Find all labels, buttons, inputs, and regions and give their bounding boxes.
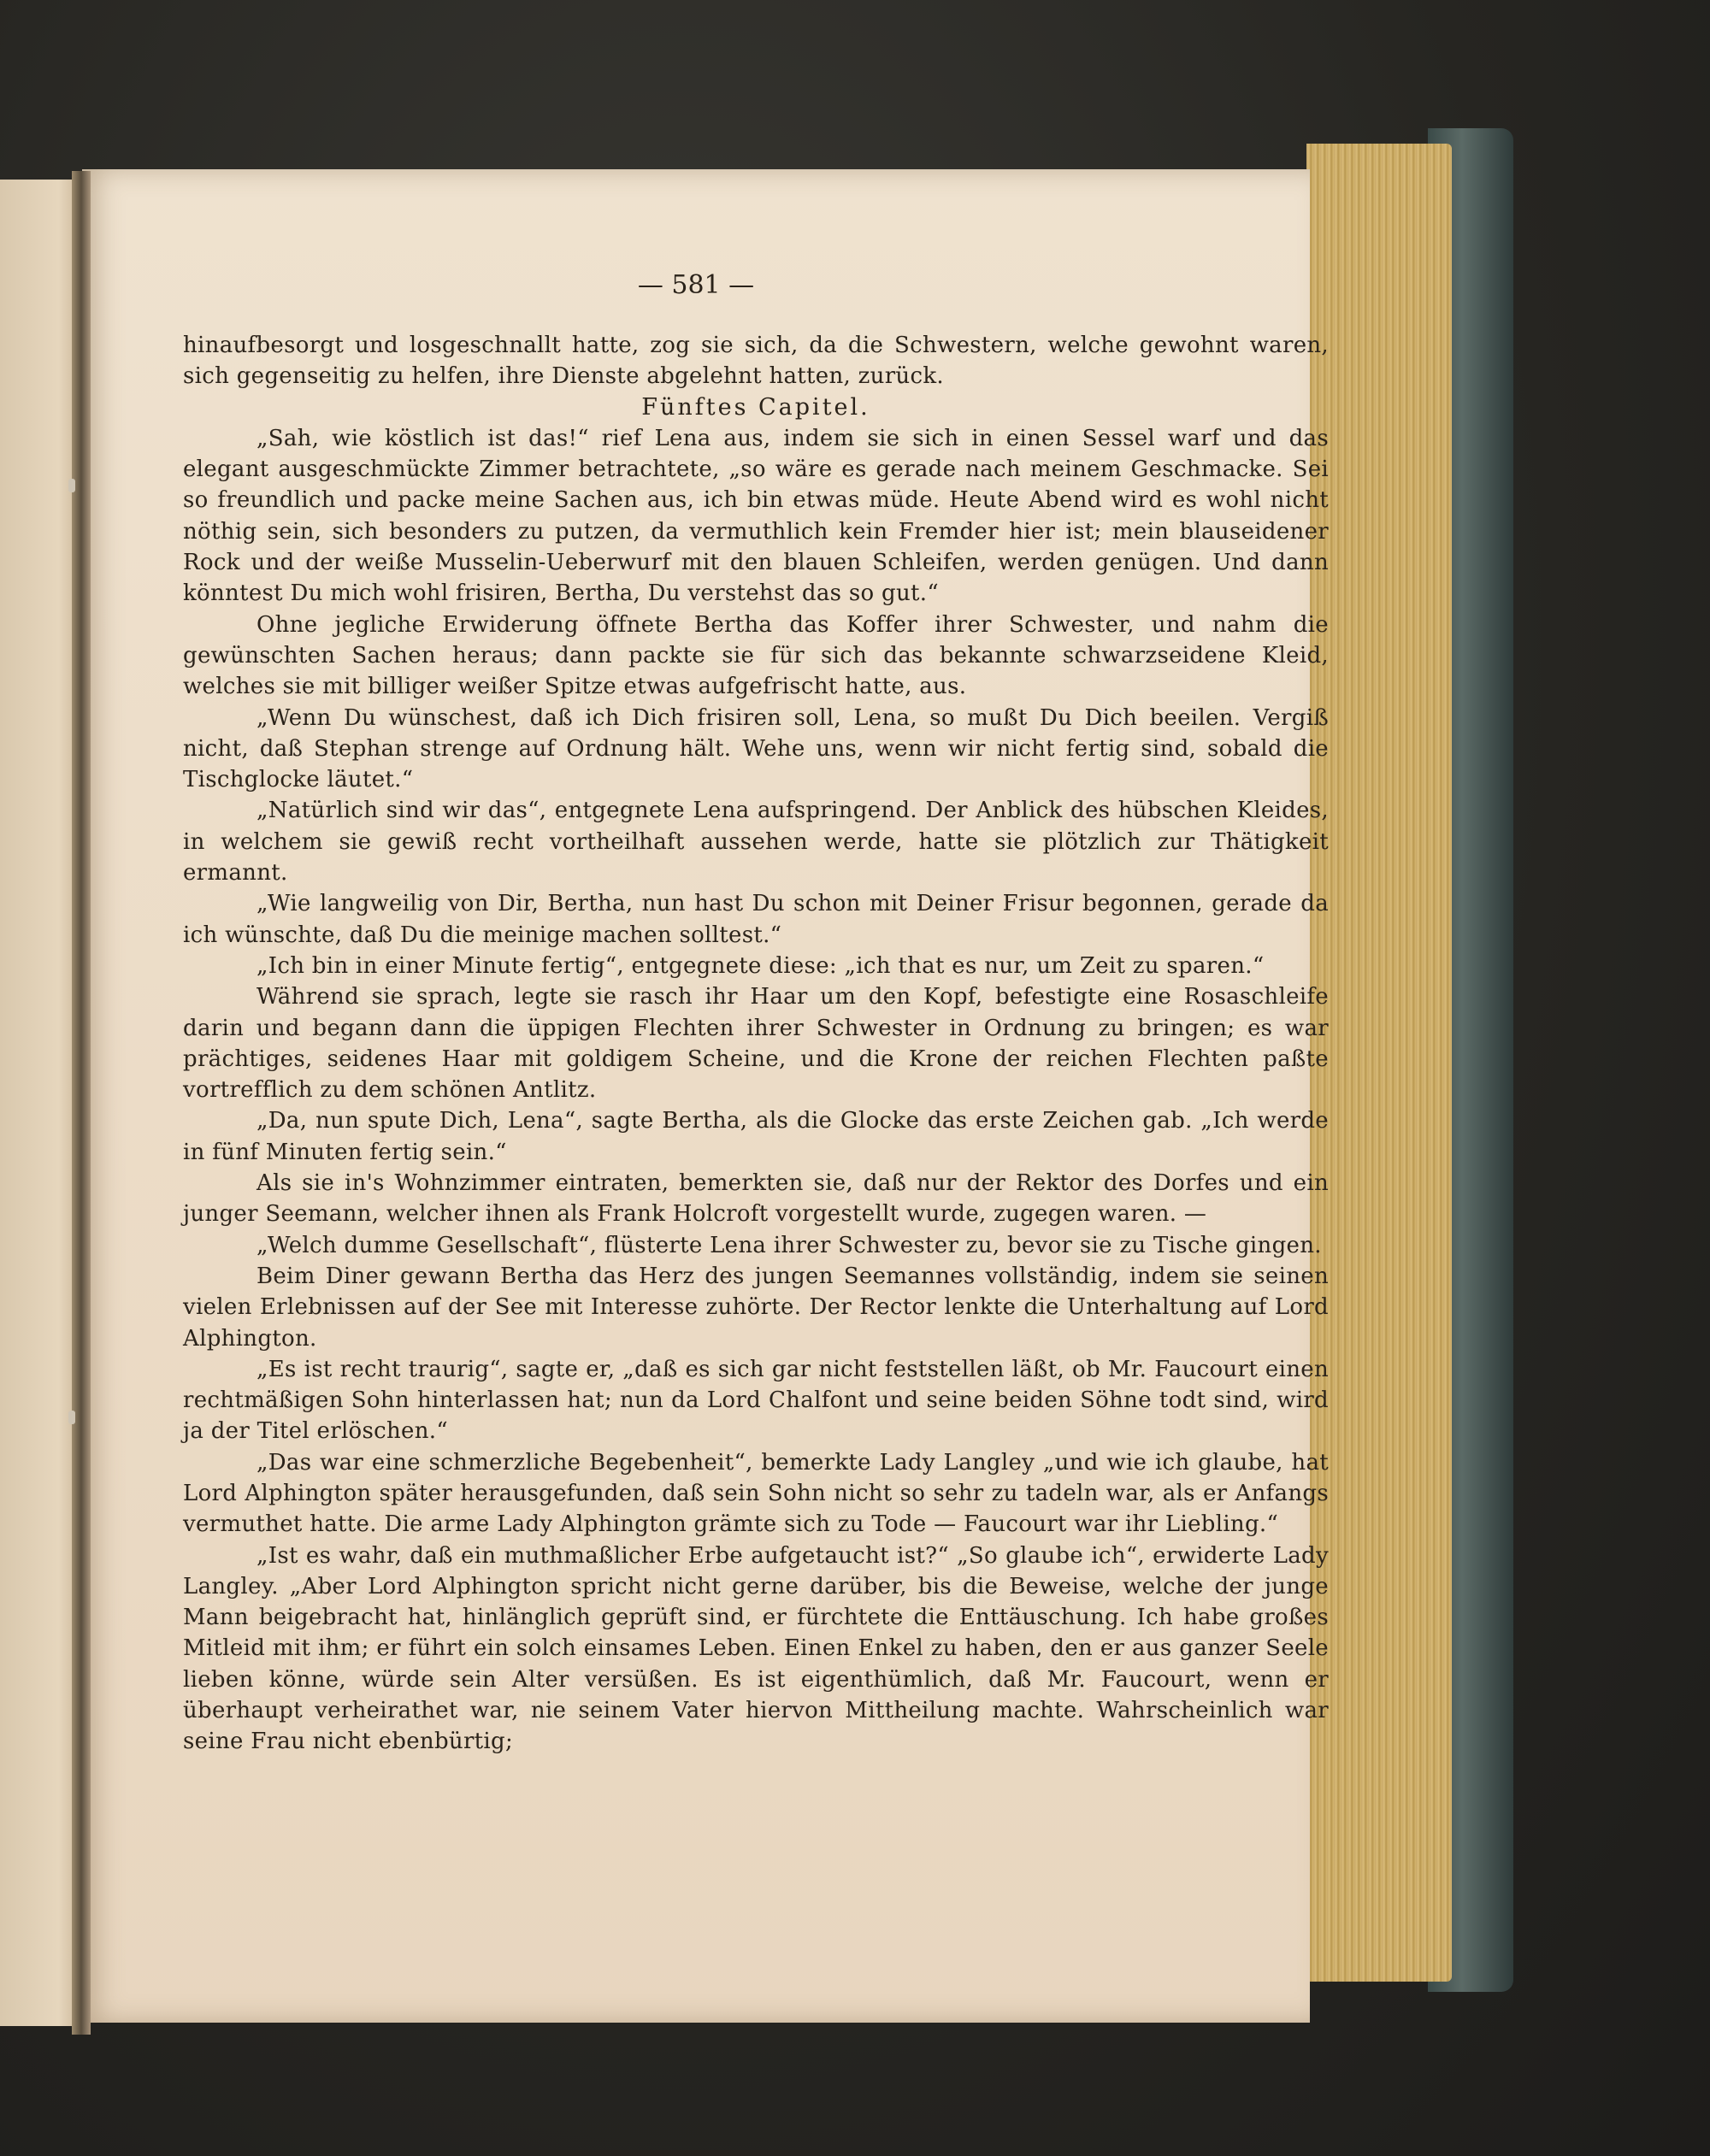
paragraph: Beim Diner gewann Bertha das Herz des jungen Seemannes vollständig, indem sie seinen vielen Erlebnissen auf der See mit Interesse zuhörte. Der Rector lenkte die Unterhaltung auf Lord Alphington. xyxy=(183,1263,1329,1352)
binding-stitch xyxy=(68,479,75,492)
book-gutter xyxy=(72,171,91,2035)
paragraph: „Ist es wahr, daß ein muthmaßlicher Erbe aufgetaucht ist?“ „So glaube ich“, erwiderte Lady Langley. „Aber Lord Alphington spricht nicht gerne darüber, bis die Beweise, welche der junge Mann beigebracht hat, hinlänglich geprüft sind, er fürchtete die Enttäuschung. Ich habe großes Mitleid mit ihm; er führt ein solch einsames Leben. Einen Enkel zu haben, den er aus ganzer Seele lieben könne, würde sein Alter versüßen. Es ist eigenthümlich, daß Mr. Faucourt, wenn er überhaupt verheirathet war, nie seinem Vater hiervon Mittheilung machte. Wahrscheinlich war seine Frau nicht ebenbürtig; xyxy=(183,1542,1329,1755)
paragraph: „Das war eine schmerzliche Begebenheit“, bemerkte Lady Langley „und wie ich glaube, hat Lord Alphington später herausgefunden, daß sein Sohn nicht so sehr zu tadeln war, als er Anfangs vermuthet hatte. Die arme Lady Alphington grämte sich zu Tode — Faucourt war ihr Liebling.“ xyxy=(183,1449,1329,1538)
paragraph: „Da, nun spute Dich, Lena“, sagte Bertha, als die Glocke das erste Zeichen gab. „Ich werde in fünf Minuten fertig sein.“ xyxy=(183,1108,1329,1165)
paragraph: „Welch dumme Gesellschaft“, flüsterte Lena ihrer Schwester zu, bevor sie zu Tische gingen. xyxy=(256,1232,1322,1258)
text-block xyxy=(183,330,1329,1758)
paragraph: „Natürlich sind wir das“, entgegnete Lena aufspringend. Der Anblick des hübschen Kleides, in welchem sie gewiß recht vortheilhaft aussehen werde, hatte sie plötzlich zur Thätigkeit ermannt. xyxy=(183,798,1329,887)
paragraph: Ohne jegliche Erwiderung öffnete Bertha das Koffer ihrer Schwester, und nahm die gewünschten Sachen heraus; dann packte sie für sich das bekannte schwarzseidene Kleid, welches sie mit billiger weißer Spitze etwas aufgefrischt hatte, aus. xyxy=(183,611,1329,700)
book-page xyxy=(82,169,1329,2023)
paragraph: „Ich bin in einer Minute fertig“, entgegnete diese: „ich that es nur, um Zeit zu sparen.“ xyxy=(256,952,1265,979)
binding-stitch xyxy=(68,1411,75,1424)
page-number: — 581 — xyxy=(637,270,755,300)
paragraph: „Es ist recht traurig“, sagte er, „daß es sich gar nicht feststellen läßt, ob Mr. Faucourt einen rechtmäßigen Sohn hinterlassen hat; nun da Lord Chalfont und seine beiden Söhne todt sind, wird ja der Titel erlöschen.“ xyxy=(183,1356,1329,1445)
paragraph: „Wie langweilig von Dir, Bertha, nun hast Du schon mit Deiner Frisur begonnen, gerade da ich wünschte, daß Du die meinige machen solltest.“ xyxy=(183,891,1329,948)
opening-paragraph: hinaufbesorgt und losgeschnallt hatte, zog sie sich, da die Schwestern, welche gewohnt waren, sich gegenseitig zu helfen, ihre Dienste abgelehnt hatten, zurück. xyxy=(183,333,1329,390)
paragraph: „Sah, wie köstlich ist das!“ rief Lena aus, indem sie sich in einen Sessel warf und das elegant ausgeschmückte Zimmer betrachtete, „so wäre es gerade nach meinem Geschmacke. Sei so freundlich und packe meine Sachen aus, ich bin etwas müde. Heute Abend wird es wohl nicht nöthig sein, sich besonders zu putzen, da vermuthlich kein Fremder hier ist; mein blauseidener Rock und der weiße Musselin-Ueberwurf mit den blauen Schleifen, werden genügen. Und dann könntest Du mich wohl frisiren, Bertha, Du verstehst das so gut.“ xyxy=(183,425,1329,607)
paragraph: Während sie sprach, legte sie rasch ihr Haar um den Kopf, befestigte eine Rosaschleife darin und begann dann die üppigen Flechten ihrer Schwester in Ordnung zu bringen; es war prächtiges, seidenes Haar mit goldigem Scheine, und die Krone der reichen Flechten paßte vortrefflich zu dem schönen Antlitz. xyxy=(183,984,1329,1104)
chapter-heading: Fünftes Capitel. xyxy=(641,393,870,421)
paragraph: Als sie in's Wohnzimmer eintraten, bemerkten sie, daß nur der Rektor des Dorfes und ein junger Seemann, welcher ihnen als Frank Holcroft vorgestellt wurde, zugegen waren. — xyxy=(183,1170,1329,1228)
paragraph: „Wenn Du wünschest, daß ich Dich frisiren soll, Lena, so mußt Du Dich beeilen. Vergiß nicht, daß Stephan strenge auf Ordnung hält. Wehe uns, wenn wir nicht fertig sind, sobald die Tischglocke läutet.“ xyxy=(183,704,1329,793)
